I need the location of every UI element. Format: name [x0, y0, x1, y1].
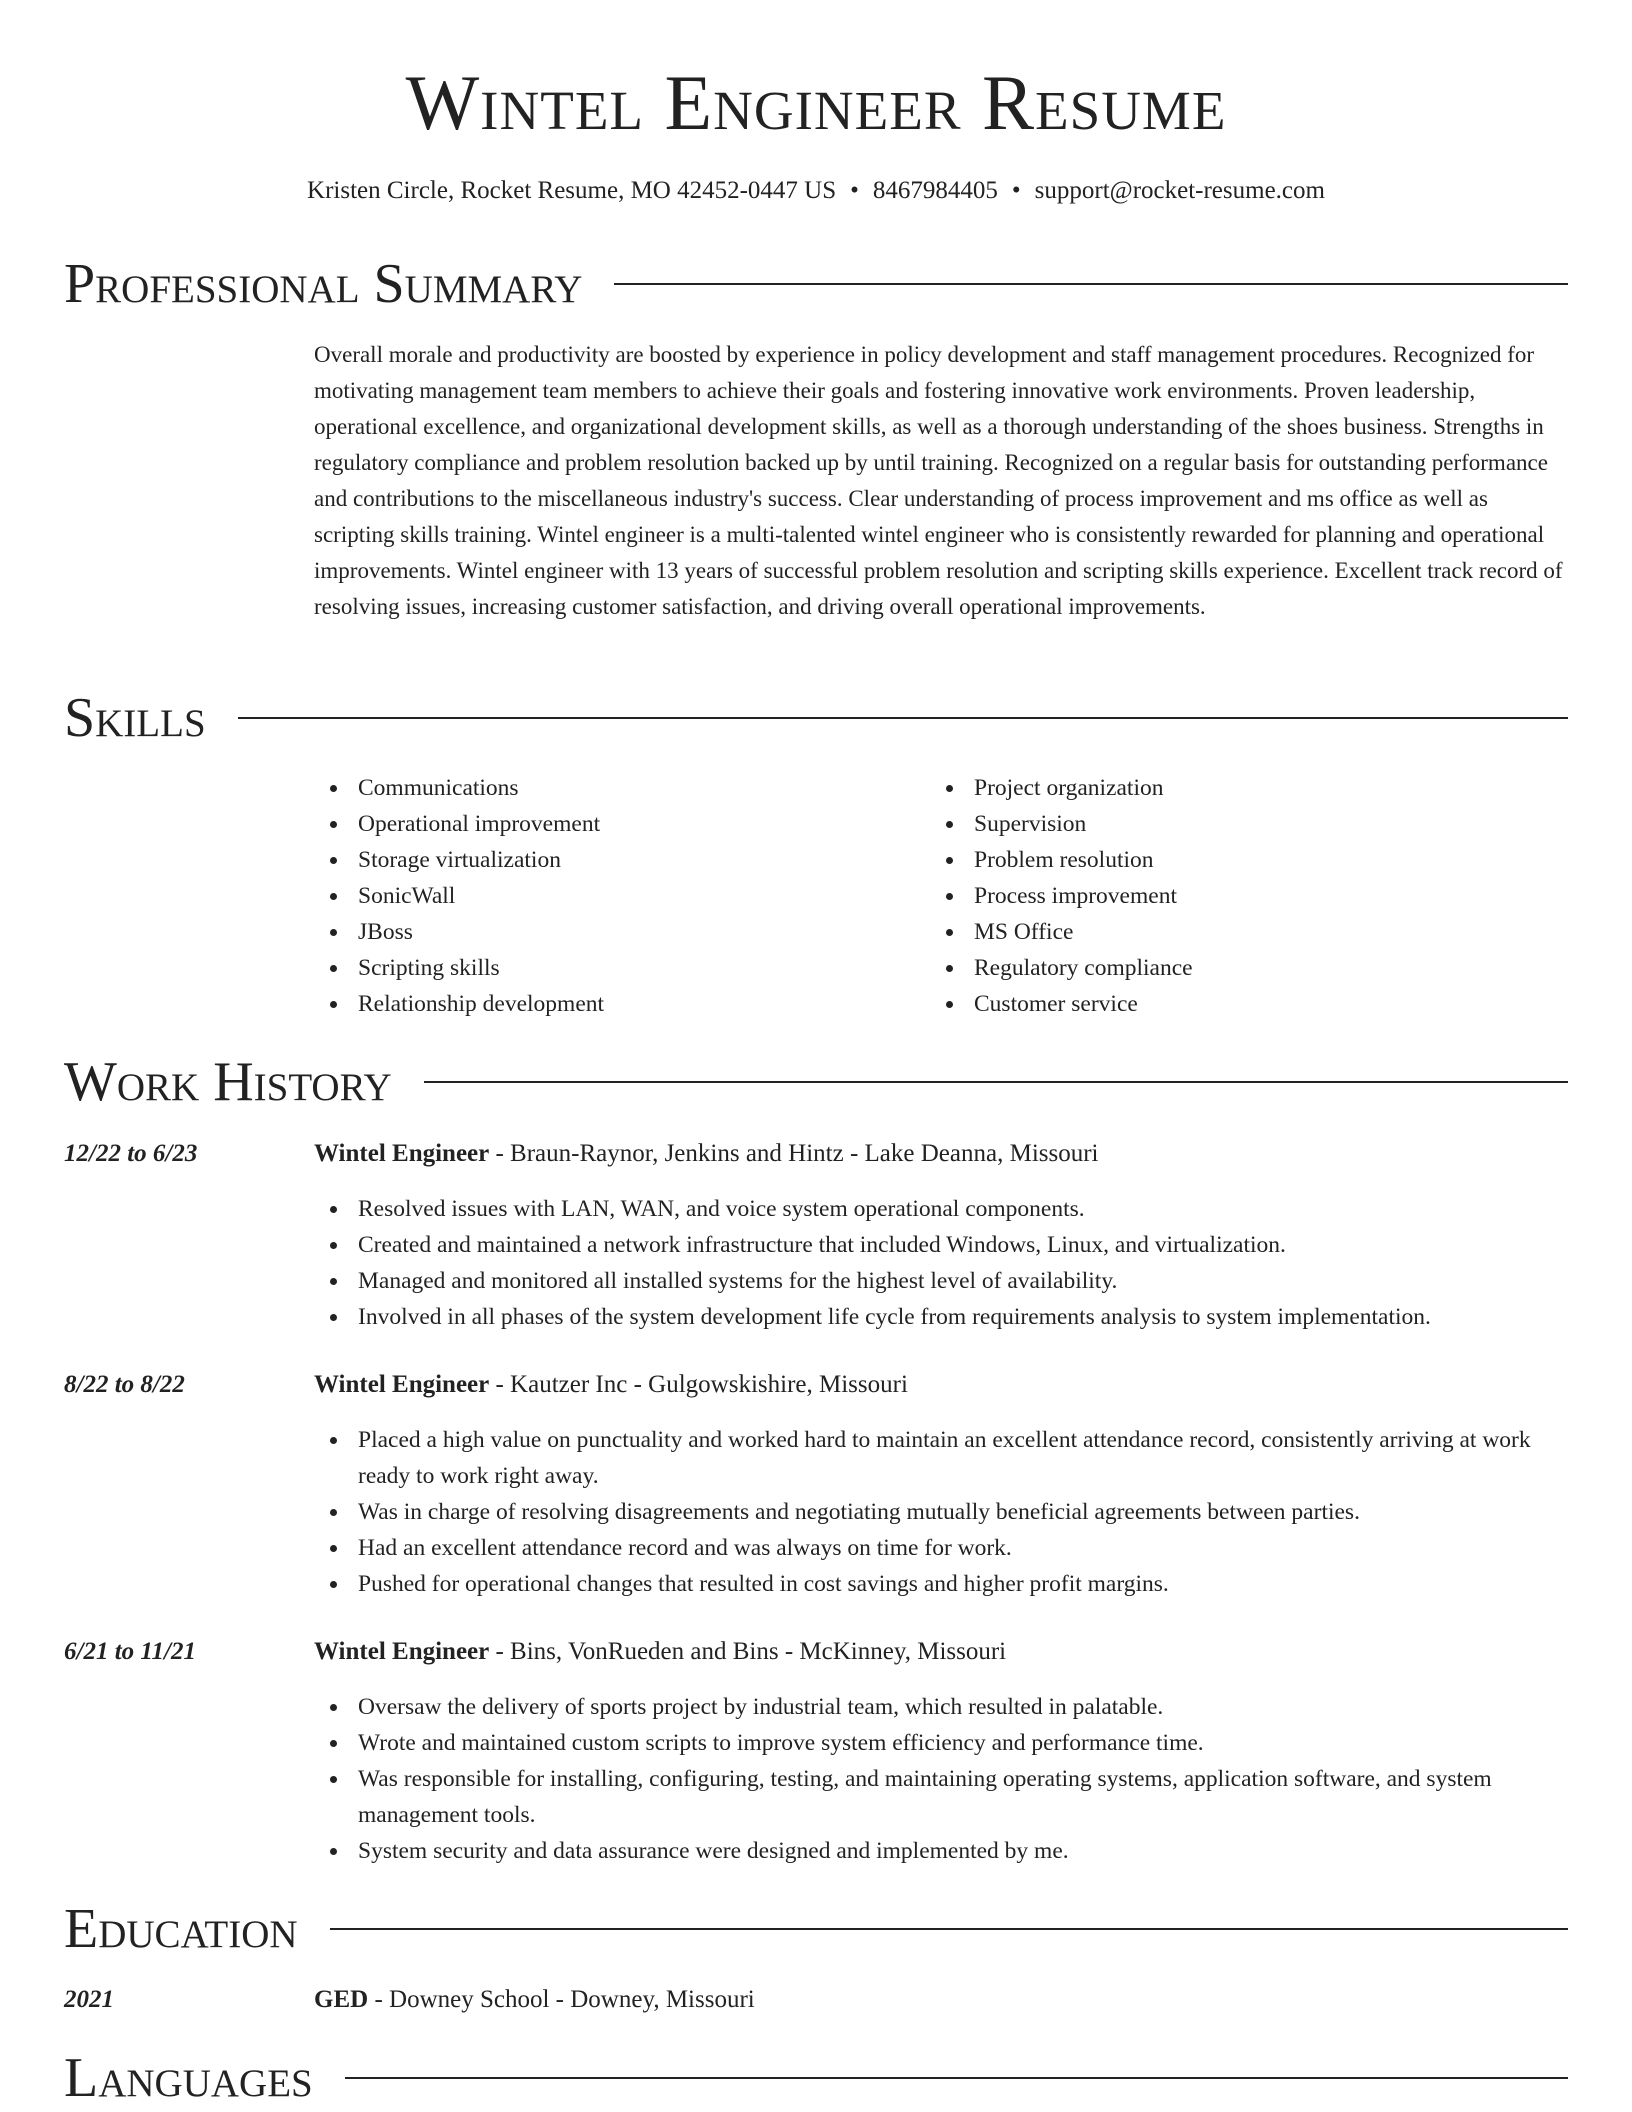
section-header-education [64, 1897, 1568, 1961]
section-divider [238, 717, 1568, 719]
job-entry-header [64, 1634, 1570, 1670]
job-bullet: Created and maintained a network infrastructure that included Windows, Linux, and virtualization. [314, 1227, 1570, 1263]
section-title-education: Education [64, 1898, 298, 1960]
job-bullet: Pushed for operational changes that resulted in cost savings and higher profit margins. [314, 1566, 1570, 1602]
education-heading [314, 1982, 755, 2018]
job-title: Wintel Engineer [314, 1140, 490, 1167]
section-title-skills: Skills [64, 687, 206, 749]
section-divider [614, 283, 1568, 285]
contact-email: support@rocket-resume.com [1034, 177, 1325, 204]
job-entry-header [64, 1367, 1570, 1403]
education-degree: GED [314, 1986, 369, 2013]
section-header-summary [64, 252, 1568, 316]
job-employer: - Kautzer Inc - Gulgowskishire, Missouri [489, 1371, 908, 1398]
job-bullet: Wrote and maintained custom scripts to improve system efficiency and performance time. [314, 1725, 1570, 1761]
education-entry [64, 1982, 1570, 2018]
job-bullet: Had an excellent attendance record and was always on time for work. [314, 1530, 1570, 1566]
section-header-skills [64, 686, 1568, 750]
job-employer: - Bins, VonRueden and Bins - McKinney, Missouri [489, 1638, 1007, 1665]
job-bullet: System security and data assurance were designed and implemented by me. [314, 1833, 1570, 1869]
skill-item: Storage virtualization [314, 842, 930, 878]
section-title-work: Work History [64, 1051, 392, 1113]
job-bullet: Was responsible for installing, configuring, testing, and maintaining operating systems, application software, and system management tools. [314, 1761, 1570, 1833]
skill-item: Regulatory compliance [930, 950, 1546, 986]
job-entry-header [64, 1136, 1570, 1172]
job-title: Wintel Engineer [314, 1371, 490, 1398]
skills-column-left [314, 770, 930, 1022]
contact-separator: • [1011, 177, 1021, 204]
skill-item: Customer service [930, 986, 1546, 1022]
section-title-languages: Languages [64, 2047, 313, 2109]
contact-phone: 8467984405 [872, 177, 998, 204]
contact-separator: • [850, 177, 859, 204]
job-bullet: Resolved issues with LAN, WAN, and voice system operational components. [314, 1191, 1570, 1227]
section-header-work [64, 1050, 1568, 1114]
job-bullets [314, 1191, 1570, 1335]
job-bullet: Involved in all phases of the system development life cycle from requirements analysis to system implementation. [314, 1299, 1570, 1335]
education-school: - Downey School - Downey, Missouri [368, 1986, 755, 2013]
section-header-languages [64, 2046, 1568, 2110]
job-title: Wintel Engineer [314, 1638, 490, 1665]
skill-item: Relationship development [314, 986, 930, 1022]
skill-item: Communications [314, 770, 930, 806]
job-bullet: Placed a high value on punctuality and worked hard to maintain an excellent attendance record, consistently arriving at work ready to work right away. [314, 1422, 1570, 1494]
skill-item: Project organization [930, 770, 1546, 806]
job-employer: - Braun-Raynor, Jenkins and Hintz - Lake Deanna, Missouri [489, 1140, 1099, 1167]
skills-list [314, 770, 1570, 1022]
job-bullet: Managed and monitored all installed systems for the highest level of availability. [314, 1263, 1570, 1299]
skill-item: Problem resolution [930, 842, 1546, 878]
job-heading [314, 1634, 1006, 1670]
job-bullet: Oversaw the delivery of sports project by industrial team, which resulted in palatable. [314, 1689, 1570, 1725]
summary-paragraph: Overall morale and productivity are boosted by experience in policy development and staff management procedures. Recognized for motivating management team members to achieve their goals and fostering innovative work environments. Proven leadership, operational excellence, and organizational development skills, as well as a thorough understanding of the shoes business. Strengths in regulatory compliance and problem resolution backed up by until training. Recognized on a regular basis for outstanding performance and contributions to the miscellaneous industry's success. Clear understanding of process improvement and ms office as well as scripting skills training. Wintel engineer is a multi-talented wintel engineer who is consistently rewarded for planning and operational improvements. Wintel engineer with 13 years of successful problem resolution and scripting skills experience. Excellent track record of resolving issues, increasing customer satisfaction, and driving overall operational improvements. [314, 342, 1563, 619]
job-dates: 12/22 to 6/23 [64, 1140, 198, 1167]
skills-column-right [930, 770, 1546, 1022]
section-divider [330, 1928, 1568, 1930]
skill-item: Operational improvement [314, 806, 930, 842]
education-year: 2021 [64, 1986, 114, 2013]
section-divider [345, 2077, 1568, 2079]
contact-address: Kristen Circle, Rocket Resume, MO 42452-0447 US [307, 177, 837, 204]
resume-title: Wintel Engineer Resume [405, 59, 1227, 146]
section-title-summary: Professional Summary [64, 253, 583, 315]
skill-item: MS Office [930, 914, 1546, 950]
job-dates: 6/21 to 11/21 [64, 1638, 196, 1665]
skill-item: Supervision [930, 806, 1546, 842]
job-bullets [314, 1689, 1570, 1869]
contact-line [0, 174, 1632, 208]
job-heading [314, 1136, 1099, 1172]
job-heading [314, 1367, 908, 1403]
skill-item: Scripting skills [314, 950, 930, 986]
skill-item: JBoss [314, 914, 930, 950]
section-divider [424, 1081, 1568, 1083]
job-bullets [314, 1422, 1570, 1602]
skill-item: SonicWall [314, 878, 930, 914]
job-dates: 8/22 to 8/22 [64, 1371, 185, 1398]
skill-item: Process improvement [930, 878, 1546, 914]
job-bullet: Was in charge of resolving disagreements and negotiating mutually beneficial agreements between parties. [314, 1494, 1570, 1530]
